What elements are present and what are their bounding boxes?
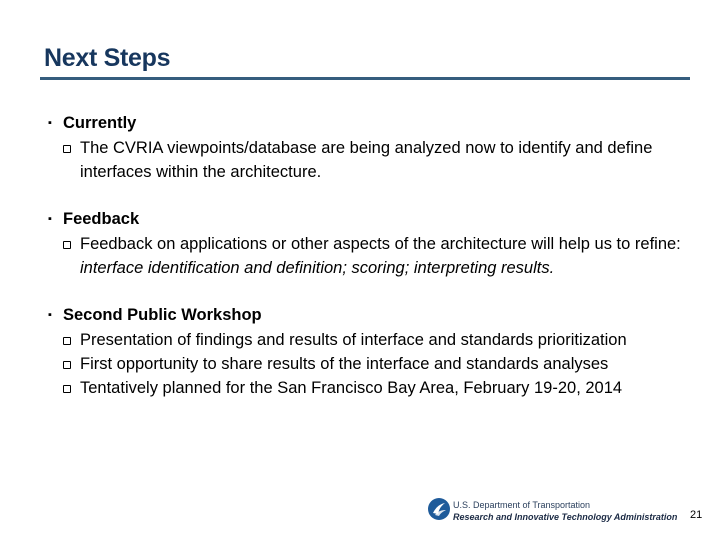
section-heading-text: Currently bbox=[63, 114, 137, 132]
list-item-emphasis: interface identification and definition; scoring; interpreting results. bbox=[80, 259, 555, 277]
checkbox-bullet-icon bbox=[63, 145, 71, 153]
list-item-text: Presentation of findings and results of interface and standards prioritization bbox=[80, 331, 627, 349]
square-bullet-icon: ▪ bbox=[48, 309, 52, 321]
checkbox-bullet-icon bbox=[63, 337, 71, 345]
checkbox-bullet-icon bbox=[63, 241, 71, 249]
list-item-text: Feedback on applications or other aspects of the architecture will help us to refine: bbox=[80, 235, 681, 253]
title-divider bbox=[40, 77, 690, 80]
list-item-text: Tentatively planned for the San Francisco Bay Area, February 19-20, 2014 bbox=[80, 379, 623, 397]
agency-name: U.S. Department of Transportation bbox=[453, 500, 591, 510]
square-bullet-icon: ▪ bbox=[48, 117, 52, 129]
section-workshop bbox=[48, 304, 698, 400]
slide-title: Next Steps bbox=[44, 44, 171, 72]
list-item bbox=[48, 232, 698, 280]
slide-content bbox=[48, 112, 698, 424]
section-currently bbox=[48, 112, 698, 184]
list-item bbox=[48, 376, 698, 400]
page-number: 21 bbox=[690, 509, 703, 521]
section-heading bbox=[48, 304, 698, 328]
agency-subname: Research and Innovative Technology Administration bbox=[453, 512, 678, 522]
section-heading bbox=[48, 112, 698, 136]
dot-seal-icon bbox=[428, 498, 450, 520]
list-item-text: First opportunity to share results of the interface and standards analyses bbox=[80, 355, 609, 373]
checkbox-bullet-icon bbox=[63, 385, 71, 393]
list-item-text: The CVRIA viewpoints/database are being analyzed now to identify and define interfaces within the architecture. bbox=[80, 139, 653, 181]
square-bullet-icon: ▪ bbox=[48, 213, 52, 225]
section-heading bbox=[48, 208, 698, 232]
list-item bbox=[48, 136, 698, 184]
list-item bbox=[48, 328, 698, 352]
section-feedback bbox=[48, 208, 698, 280]
list-item bbox=[48, 352, 698, 376]
section-heading-text: Second Public Workshop bbox=[63, 306, 262, 324]
checkbox-bullet-icon bbox=[63, 361, 71, 369]
section-heading-text: Feedback bbox=[63, 210, 140, 228]
